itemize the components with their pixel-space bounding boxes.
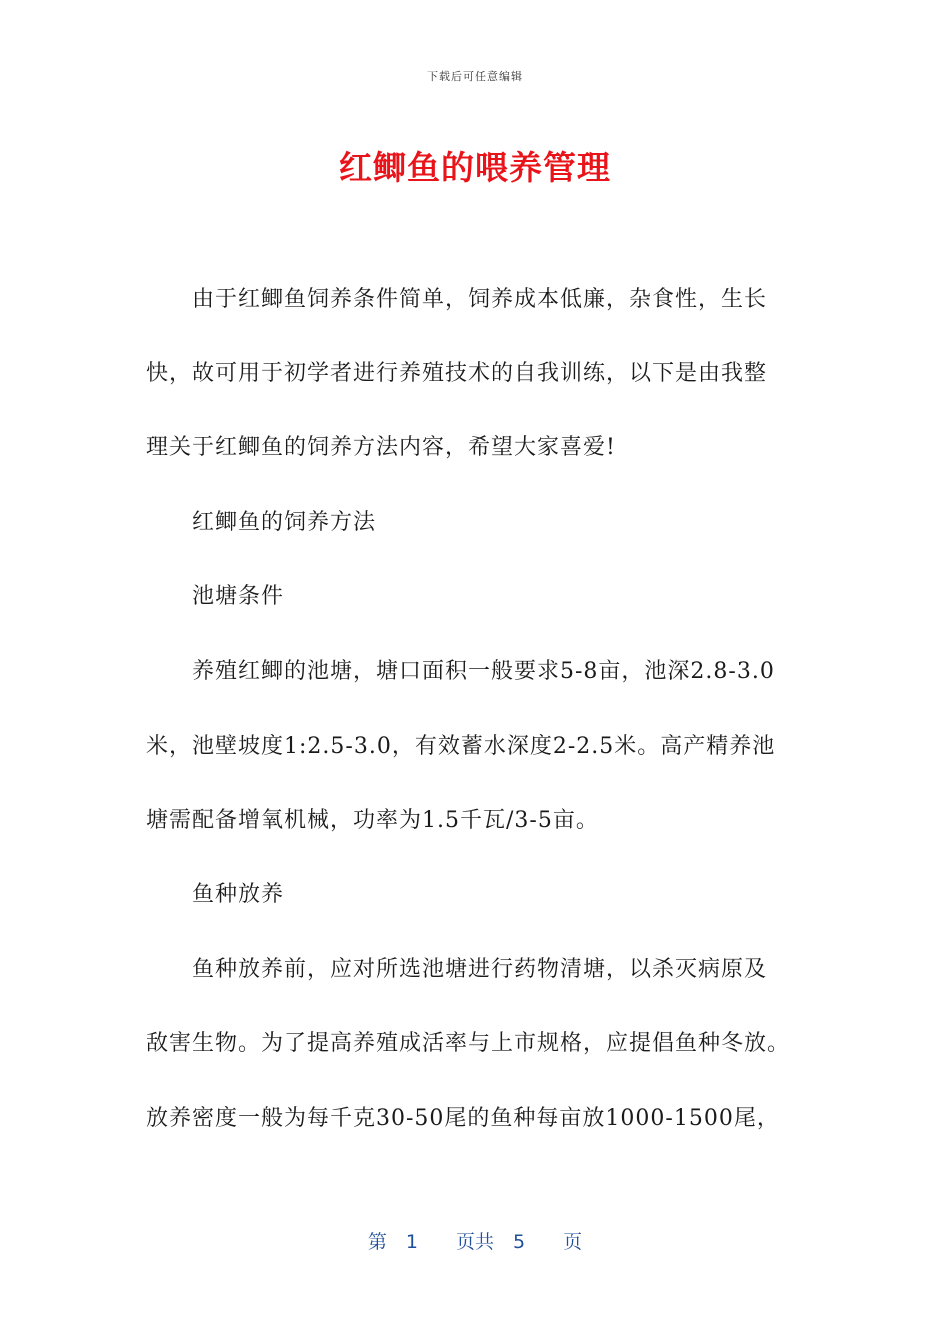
page-number-footer: 第 1 页共 5 页: [367, 1231, 583, 1253]
document-title: 红鲫鱼的喂养管理: [339, 148, 611, 187]
paragraph-line: 由于红鲫鱼饲养条件简单，饲养成本低廉，杂食性，生长: [146, 287, 768, 312]
paragraph-line: 鱼种放养前，应对所选池塘进行药物清塘，以杀灭病原及: [146, 957, 768, 982]
section-heading: 池塘条件: [146, 584, 285, 609]
section-heading: 鱼种放养: [146, 882, 285, 907]
section-heading: 红鲫鱼的饲养方法: [146, 510, 377, 535]
paragraph-line: 米，池壁坡度1:2.5-3.0，有效蓄水深度2-2.5米。高产精养池: [146, 734, 776, 759]
paragraph-line: 理关于红鲫鱼的饲养方法内容，希望大家喜爱!: [146, 435, 616, 460]
paragraph-line: 快，故可用于初学者进行养殖技术的自我训练，以下是由我整: [146, 361, 768, 386]
paragraph-line: 塘需配备增氧机械，功率为1.5千瓦/3-5亩。: [146, 808, 599, 833]
header-note: 下载后可任意编辑: [427, 70, 523, 83]
paragraph-line: 敌害生物。为了提高养殖成活率与上市规格，应提倡鱼种冬放。: [146, 1031, 791, 1056]
paragraph-line: 养殖红鲫的池塘，塘口面积一般要求5-8亩，池深2.8-3.0: [146, 659, 775, 684]
paragraph-line: 放养密度一般为每千克30-50尾的鱼种每亩放1000-1500尾，: [146, 1106, 780, 1131]
